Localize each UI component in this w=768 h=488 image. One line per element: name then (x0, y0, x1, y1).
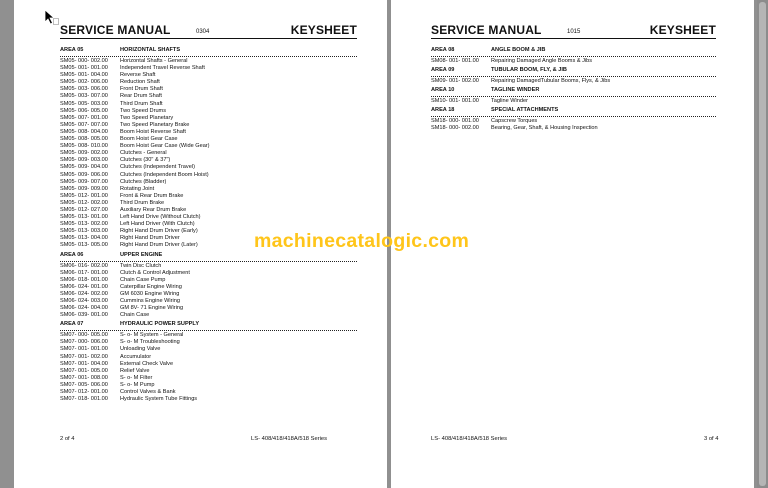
section-title: Clutches (Independent Boom Hoist) (120, 171, 209, 178)
keysheet-row (60, 339, 357, 346)
section-code: SM05- 008- 010.00 (60, 143, 108, 150)
section-code: SM05- 008- 005.00 (60, 136, 108, 143)
section-code: SM18- 000- 002.00 (431, 125, 479, 132)
keysheet-row (431, 125, 716, 132)
series-label: LS- 408/418/418A/518 Series (431, 436, 508, 442)
section-title: Bearing, Gear, Shaft, & Housing Inspection (491, 125, 598, 132)
keysheet-row (60, 312, 357, 319)
area-number: AREA 10 (431, 87, 455, 94)
section-title: Clutch & Control Adjustment (120, 269, 190, 276)
section-title: Capscrew Torques (491, 118, 538, 125)
area-heading (431, 107, 716, 114)
area-heading (60, 321, 357, 328)
arrow-cursor-icon (44, 9, 60, 27)
keysheet-row (60, 346, 357, 353)
keysheet-title: KEYSHEET (290, 23, 357, 37)
keysheet-row (60, 136, 357, 143)
section-title: Clutches (30" & 37") (120, 157, 171, 164)
asterisk-divider (431, 114, 716, 117)
keysheet-row (60, 305, 357, 312)
keysheet-row (60, 389, 357, 396)
section-title: Boom Hoist Gear Case (120, 136, 178, 143)
keysheet-row (60, 368, 357, 375)
watermark-text: machinecatalogic.com (254, 230, 470, 252)
area-heading (431, 47, 716, 54)
section-title: Control Valves & Bank (120, 389, 176, 396)
section-code: SM05- 013- 005.00 (60, 242, 108, 249)
section-code: SM06- 024- 003.00 (60, 298, 108, 304)
section-code: SM05- 013- 003.00 (60, 228, 108, 235)
section-title: Two Speed Planetary Brake (120, 121, 190, 128)
keysheet-row (60, 172, 357, 179)
section-code: SM08- 001- 001.00 (431, 58, 479, 64)
section-code: SM06- 024- 001.00 (60, 283, 108, 290)
section-code: SM06- 024- 004.00 (60, 305, 108, 312)
area-name: ANGLE BOOM & JIB (491, 47, 546, 53)
area-name: TUBULAR BOOM, FLY, & JIB (491, 67, 567, 74)
keysheet-row (60, 396, 357, 403)
section-title: Reverse Shaft (120, 72, 156, 79)
keysheet-row (60, 164, 357, 171)
area-section (431, 47, 716, 65)
section-code: SM07- 001- 004.00 (60, 360, 108, 367)
section-title: Third Drum Shaft (120, 100, 163, 107)
area-section (60, 321, 357, 403)
section-code: SM07- 001- 008.00 (60, 374, 108, 381)
section-code: SM05- 013- 004.00 (60, 235, 108, 242)
section-code: SM18- 000- 001.00 (431, 118, 479, 125)
manual-title: SERVICE MANUAL (60, 23, 171, 37)
section-code: SM06- 024- 002.00 (60, 290, 108, 297)
scrollbar-thumb[interactable] (759, 2, 766, 486)
section-code: SM07- 005- 006.00 (60, 381, 108, 388)
area-section (60, 252, 357, 320)
section-title: Tagline Winder (491, 98, 528, 105)
keysheet-row (60, 354, 357, 361)
section-code: SM07- 000- 006.00 (60, 339, 108, 346)
section-code: SM07- 000- 005.00 (60, 332, 108, 339)
area-section (431, 87, 716, 105)
section-code: SM05- 003- 007.00 (60, 93, 108, 100)
area-heading (431, 87, 716, 94)
manual-title: SERVICE MANUAL (431, 23, 542, 37)
keysheet-row (60, 284, 357, 291)
section-code: SM07- 001- 001.00 (60, 346, 108, 353)
area-number: AREA 06 (60, 251, 84, 258)
keysheet-row (60, 101, 357, 108)
section-title: Right Hand Drum Driver (Early) (120, 228, 198, 235)
keysheet-row (60, 58, 357, 65)
section-code: SM05- 008- 004.00 (60, 128, 108, 135)
series-label: LS- 408/418/418A/518 Series (251, 436, 328, 442)
keysheet-row (60, 221, 357, 228)
section-title: Left Hand Drive (Without Clutch) (120, 214, 201, 221)
keysheet-row (60, 291, 357, 298)
section-title: S- o- M Troubleshooting (120, 339, 180, 346)
area-list (60, 45, 357, 403)
area-number: AREA 09 (431, 67, 455, 74)
keysheet-row (60, 79, 357, 86)
keysheet-row (60, 361, 357, 368)
keysheet-row (60, 200, 357, 207)
section-code: SM06- 017- 001.00 (60, 269, 108, 276)
section-code: SM06- 016- 002.00 (60, 262, 108, 269)
asterisk-divider (431, 94, 716, 97)
section-title: Repairing Damaged Angle Booms & Jibs (491, 58, 593, 64)
keysheet-row (60, 157, 357, 164)
section-code: SM05- 009- 004.00 (60, 164, 108, 171)
keysheet-row (60, 298, 357, 305)
section-title: Clutches (Bladder) (120, 178, 167, 185)
section-code: SM05- 013- 002.00 (60, 221, 108, 228)
keysheet-row (60, 270, 357, 277)
keysheet-row (60, 65, 357, 72)
section-code: SM05- 001- 001.00 (60, 65, 108, 72)
section-title: GM 6030 Engine Wiring (120, 290, 180, 297)
area-section (60, 47, 357, 250)
section-code: SM05- 007- 001.00 (60, 114, 108, 121)
manual-code: 1015 (567, 29, 581, 35)
section-code: SM05- 009- 003.00 (60, 157, 108, 164)
area-name: SPECIAL ATTACHMENTS (491, 107, 559, 114)
section-title: Right Hand Drum Driver (120, 235, 180, 242)
area-number: AREA 08 (431, 47, 455, 53)
keysheet-row (60, 186, 357, 193)
section-title: Two Speed Planetary (120, 114, 174, 121)
section-title: Relief Valve (120, 367, 150, 374)
area-number: AREA 05 (60, 47, 84, 53)
section-title: GM 8V- 71 Engine Wiring (120, 305, 184, 312)
keysheet-row (60, 193, 357, 200)
area-name: TAGLINE WINDER (491, 87, 540, 94)
keysheet-title: KEYSHEET (649, 23, 716, 37)
section-title: Reduction Shaft (120, 79, 160, 86)
section-title: Left Hand Driver (With Clutch) (120, 221, 195, 228)
section-title: Unloading Valve (120, 346, 161, 353)
section-code: SM06- 039- 001.00 (60, 312, 108, 319)
section-code: SM05- 009- 006.00 (60, 171, 108, 178)
section-title: Chain Case Pump (120, 276, 166, 283)
keysheet-row (60, 150, 357, 157)
area-section (431, 67, 716, 85)
section-code: SM07- 001- 005.00 (60, 367, 108, 374)
keysheet-row (431, 78, 716, 85)
section-title: Chain Case (120, 312, 150, 319)
keysheet-row (60, 179, 357, 186)
section-title: Accumulator (120, 353, 152, 360)
section-title: S- o- M Filter (120, 374, 153, 381)
asterisk-divider (431, 74, 716, 77)
page-header (431, 21, 716, 39)
area-name: HYDRAULIC POWER SUPPLY (120, 321, 200, 328)
area-heading (431, 67, 716, 74)
keysheet-row (60, 214, 357, 221)
keysheet-row (60, 115, 357, 122)
section-title: External Check Valve (120, 360, 174, 367)
section-code: SM05- 002- 006.00 (60, 79, 108, 86)
section-title: Front & Rear Drum Brake (120, 192, 184, 199)
section-title: Third Drum Brake (120, 199, 165, 206)
section-code: SM06- 018- 001.00 (60, 276, 108, 283)
keysheet-row (60, 277, 357, 284)
keysheet-row (60, 332, 357, 339)
keysheet-row (431, 98, 716, 105)
asterisk-divider (60, 328, 357, 331)
area-name: UPPER ENGINE (120, 251, 163, 258)
section-code: SM05- 001- 004.00 (60, 72, 108, 79)
asterisk-divider (431, 54, 716, 57)
area-number: AREA 07 (60, 321, 84, 328)
section-code: SM09- 001- 002.00 (431, 78, 479, 85)
keysheet-row (60, 108, 357, 115)
page-header (60, 21, 357, 39)
area-section (431, 107, 716, 132)
section-title: Independent Travel Reverse Shaft (120, 65, 205, 72)
section-title: S- o- M System - General (120, 332, 184, 339)
section-code: SM05- 012- 001.00 (60, 192, 108, 199)
section-title: Clutches - General (120, 150, 167, 157)
section-code: SM05- 005- 003.00 (60, 100, 108, 107)
keysheet-row (431, 58, 716, 65)
page-number: 3 of 4 (704, 436, 719, 442)
section-code: SM05- 009- 002.00 (60, 150, 108, 157)
section-code: SM07- 018- 001.00 (60, 396, 108, 403)
keysheet-row (60, 86, 357, 93)
area-list (431, 45, 716, 132)
section-code: SM05- 009- 007.00 (60, 178, 108, 185)
keysheet-row (60, 375, 357, 382)
section-code: SM05- 003- 006.00 (60, 86, 108, 93)
manual-code: 0304 (196, 29, 210, 35)
asterisk-divider (60, 259, 357, 262)
keysheet-row (60, 122, 357, 129)
section-title: Repairing DamagedTubular Booms, Flys, & Jibs (491, 78, 611, 85)
keysheet-row (60, 129, 357, 136)
section-title: Hydraulic System Tube Fittings (120, 396, 198, 403)
section-title: Rear Drum Shaft (120, 93, 162, 100)
keysheet-row (60, 382, 357, 389)
section-code: SM05- 013- 001.00 (60, 214, 108, 221)
section-title: Boom Hoist Gear Case (Wide Gear) (120, 143, 210, 150)
section-title: Right Hand Drum Driver (Later) (120, 242, 198, 249)
section-code: SM05- 012- 027.00 (60, 206, 108, 213)
keysheet-row (60, 207, 357, 214)
section-title: Clutches (Independent Travel) (120, 164, 195, 171)
section-code: SM05- 009- 009.00 (60, 185, 108, 192)
section-title: Cummins Engine Wiring (120, 298, 180, 304)
keysheet-row (60, 263, 357, 270)
section-code: SM05- 012- 002.00 (60, 199, 108, 206)
section-code: SM05- 007- 007.00 (60, 121, 108, 128)
section-code: SM05- 000- 002.00 (60, 58, 108, 64)
area-name: HORIZONTAL SHAFTS (120, 47, 181, 53)
section-code: SM10- 001- 001.00 (431, 98, 479, 105)
section-title: Rotating Joint (120, 185, 155, 192)
section-title: Front Drum Shaft (120, 86, 163, 93)
section-title: S- o- M Pump (120, 381, 155, 388)
section-code: SM07- 001- 002.00 (60, 353, 108, 360)
section-code: SM07- 012- 001.00 (60, 389, 108, 396)
area-number: AREA 18 (431, 107, 455, 114)
section-title: Auxiliary Rear Drum Brake (120, 206, 187, 213)
section-title: Two Speed Drums (120, 107, 167, 114)
keysheet-row (60, 72, 357, 79)
page-number: 2 of 4 (60, 436, 75, 442)
area-heading (60, 47, 357, 54)
keysheet-row (431, 118, 716, 125)
section-code: SM05- 006- 005.00 (60, 107, 108, 114)
section-title: Twin Disc Clutch (120, 262, 162, 269)
section-title: Caterpillar Engine Wiring (120, 283, 182, 290)
asterisk-divider (60, 54, 357, 57)
section-title: Boom Hoist Reverse Shaft (120, 128, 186, 135)
keysheet-row (60, 93, 357, 100)
keysheet-row (60, 143, 357, 150)
section-title: Horizontal Shafts - General (120, 58, 188, 64)
